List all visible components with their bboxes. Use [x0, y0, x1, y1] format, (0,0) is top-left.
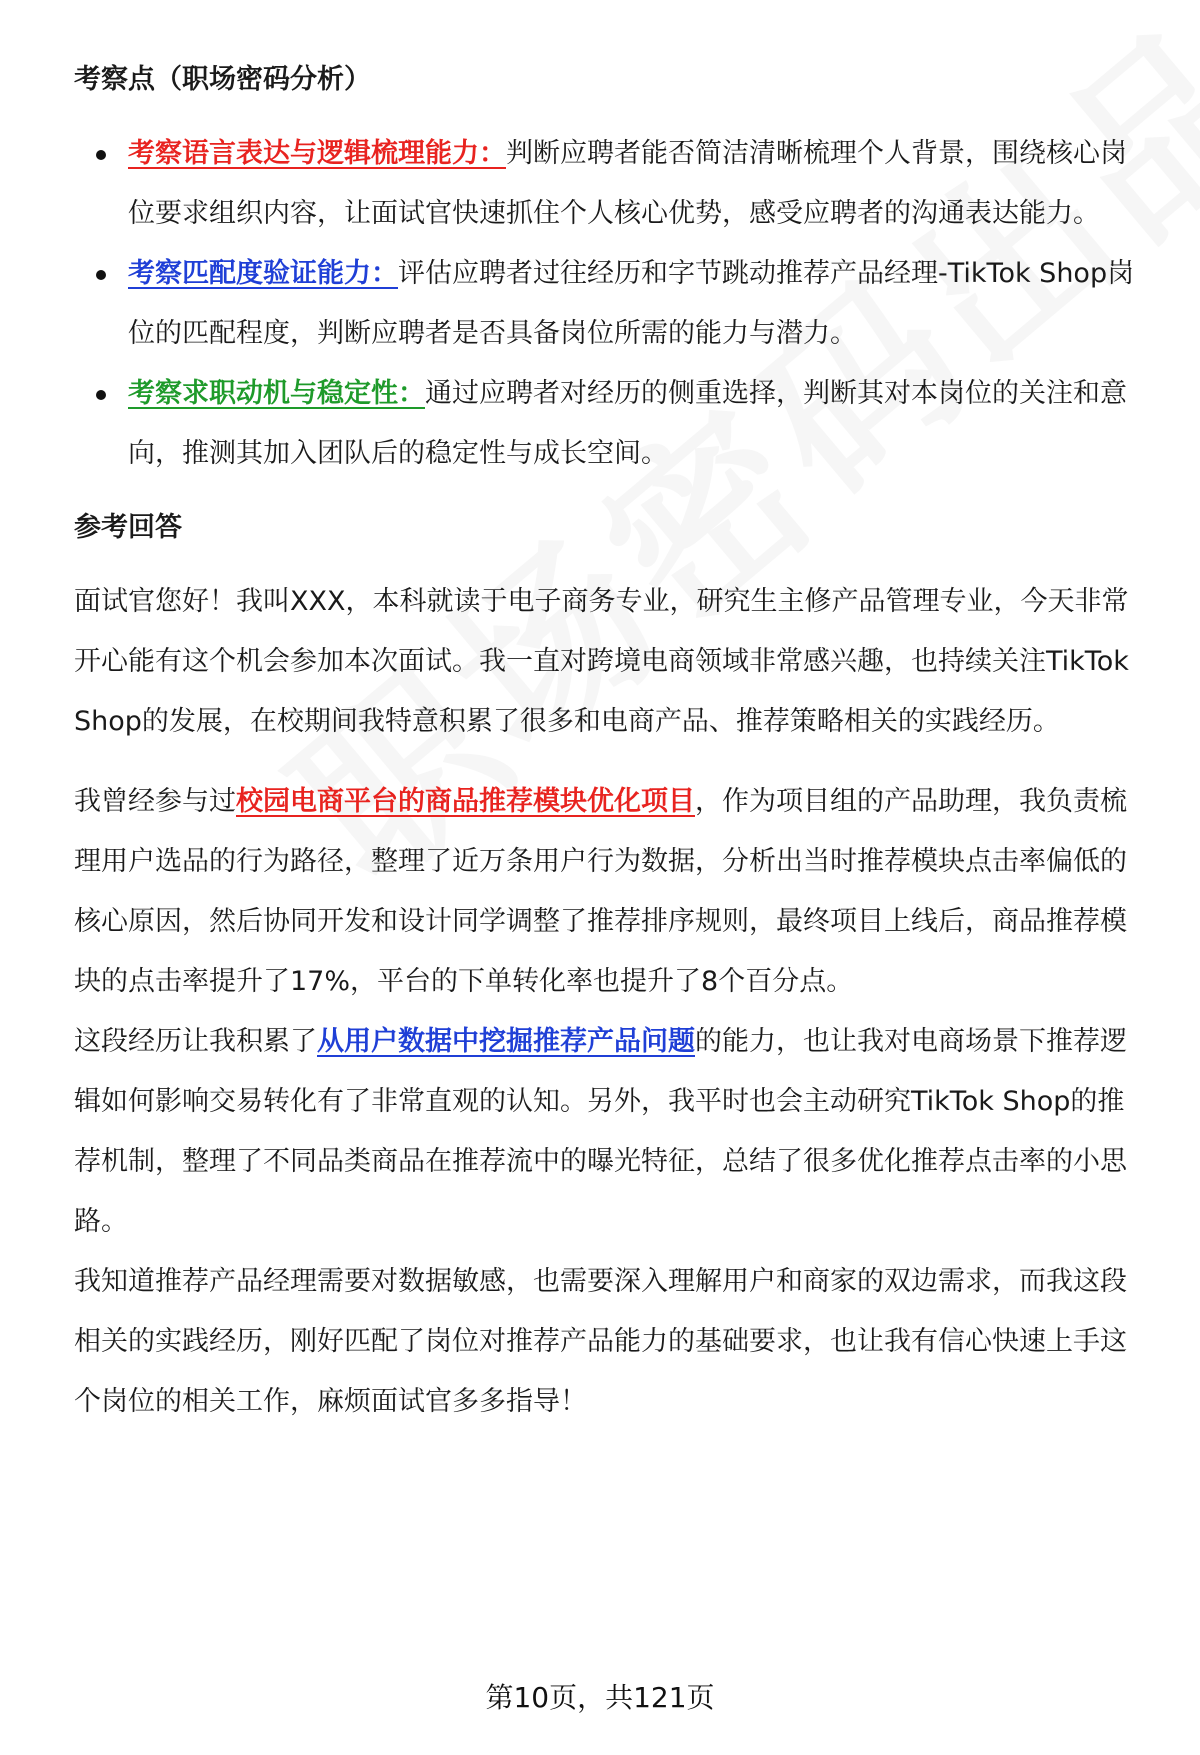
list-item-text: 判断应聘者能否简洁清晰梳理个人背景，围绕核心岗位要求组织内容，让面试官快速抓住个人核心优势，感受应聘者的沟通表达能力。: [128, 138, 1127, 229]
paragraph-text: 我曾经参与过: [74, 786, 236, 817]
keyword-match-verification: 考察匹配度验证能力：: [128, 258, 398, 289]
paragraph-text: 的能力，也让我对电商场景下推荐逻辑如何影响交易转化有了非常直观的认知。另外，我平时也会主动研究TikTok Shop的推荐机制，整理了不同品类商品在推荐流中的曝光特征，总结了很多优化推荐点击率的小思路。: [74, 1026, 1127, 1237]
answer-paragraph-closing: 我知道推荐产品经理需要对数据敏感，也需要深入理解用户和商家的双边需求，而我这段相关的实践经历，刚好匹配了岗位对推荐产品能力的基础要求，也让我有信心快速上手这个岗位的相关工作，麻烦面试官多多指导！: [74, 1266, 1127, 1417]
assessment-list: [74, 124, 1146, 484]
list-item-text: 通过应聘者对经历的侧重选择，判断其对本岗位的关注和意向，推测其加入团队后的稳定性与成长空间。: [128, 378, 1127, 469]
list-item: [74, 244, 1146, 364]
list-item-text: 评估应聘者过往经历和字节跳动推荐产品经理-TikTok Shop岗位的匹配程度，判断应聘者是否具备岗位所需的能力与潜力。: [128, 258, 1135, 349]
document-body: [74, 50, 1146, 1432]
bullet-icon: [96, 150, 106, 160]
answer-paragraph-project: [74, 772, 1146, 1012]
section-title-reference-answer: 参考回答: [74, 512, 182, 543]
keyword-motivation-stability: 考察求职动机与稳定性：: [128, 378, 425, 409]
highlight-skill: 从用户数据中挖掘推荐产品问题: [317, 1026, 695, 1057]
paragraph-text: ，作为项目组的产品助理，我负责梳理用户选品的行为路径，整理了近万条用户行为数据，分析出当时推荐模块点击率偏低的核心原因，然后协同开发和设计同学调整了推荐排序规则，最终项目上线后，商品推荐模块的点击率提升了17%，平台的下单转化率也提升了8个百分点。: [74, 786, 1127, 997]
keyword-language-logic: 考察语言表达与逻辑梳理能力：: [128, 138, 506, 169]
list-item: [74, 124, 1146, 244]
highlight-project-name: 校园电商平台的商品推荐模块优化项目: [236, 786, 695, 817]
answer-paragraph-intro: 面试官您好！我叫XXX，本科就读于电子商务专业，研究生主修产品管理专业，今天非常开心能有这个机会参加本次面试。我一直对跨境电商领域非常感兴趣，也持续关注TikTok Shop的发展，在校期间我特意积累了很多和电商产品、推荐策略相关的实践经历。: [74, 586, 1129, 737]
section-title-assessment: 考察点（职场密码分析）: [74, 64, 371, 95]
list-item: [74, 364, 1146, 484]
bullet-icon: [96, 270, 106, 280]
answer-paragraph-skills: [74, 1012, 1146, 1252]
bullet-icon: [96, 390, 106, 400]
paragraph-text: 这段经历让我积累了: [74, 1026, 317, 1057]
page-number: 第10页，共121页: [485, 1681, 715, 1714]
